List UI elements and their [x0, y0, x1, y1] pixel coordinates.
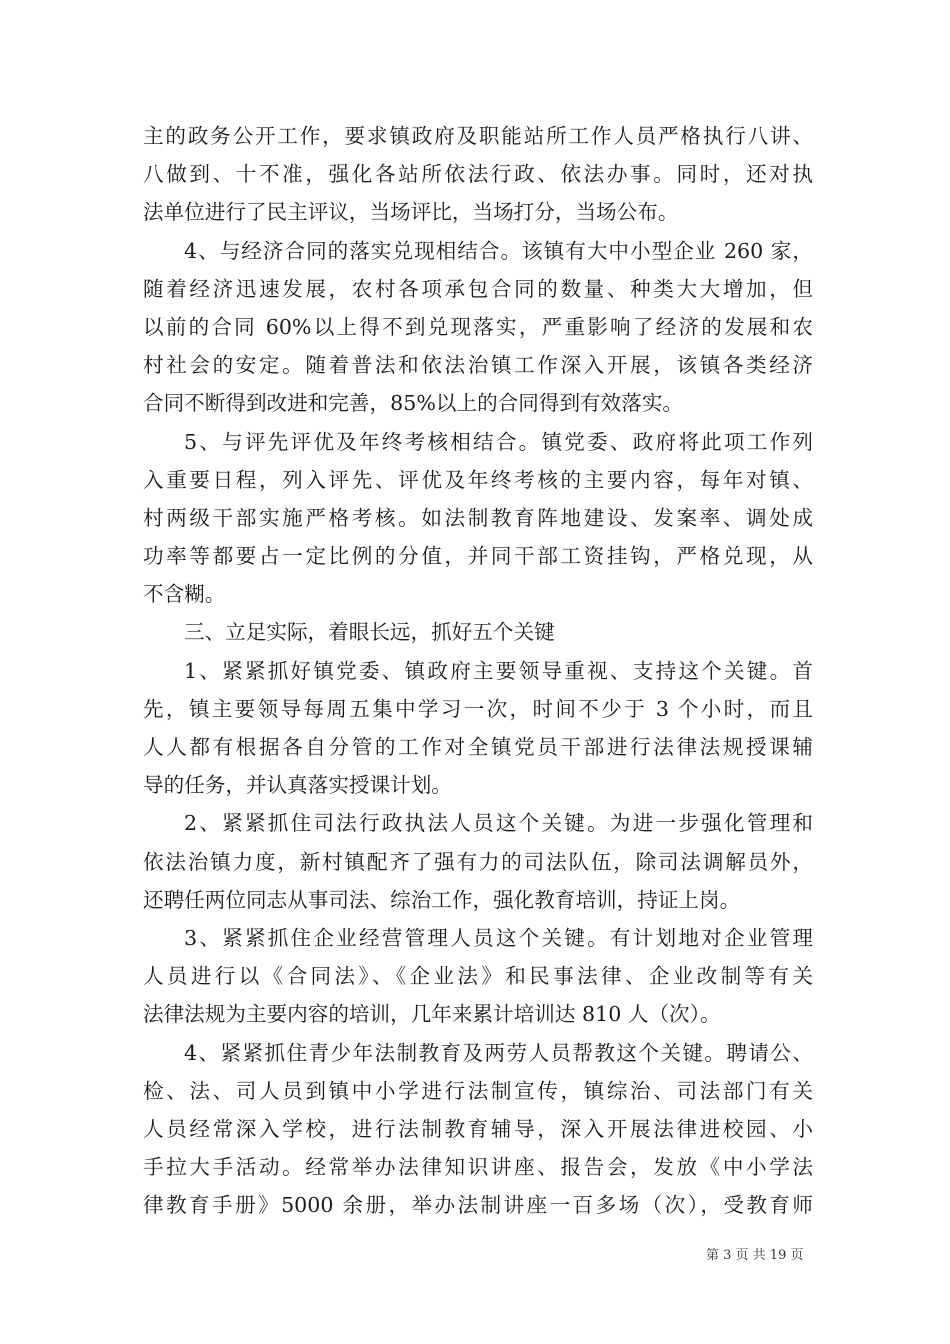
- text-line: 还聘任两位同志从事司法、综治工作，强化教育培训，持证上岗。: [143, 887, 741, 912]
- paragraph: [143, 117, 813, 232]
- text-line: 先，镇主要领导每周五集中学习一次，时间不少于 3 个小时，而且: [143, 696, 813, 721]
- text-line: 入重要日程，列入评先、评优及年终考核的主要内容，每年对镇、: [143, 467, 813, 492]
- document-body: [143, 117, 813, 1224]
- text-line: 人人都有根据各自分管的工作对全镇党员干部进行法律法规授课辅: [143, 735, 813, 759]
- text-line: 法单位进行了民主评议，当场评比，当场打分，当场公布。: [143, 200, 679, 225]
- text-line: 主的政务公开工作，要求镇政府及职能站所工作人员严格执行八讲、: [143, 124, 813, 148]
- text-line: 5、与评先评优及年终考核相结合。镇党委、政府将此项工作列: [184, 429, 813, 454]
- text-line: 4、与经济合同的落实兑现相结合。该镇有大中小型企业 260 家，: [184, 238, 813, 263]
- text-line: 依法治镇力度，新村镇配齐了强有力的司法队伍，除司法调解员外，: [143, 849, 813, 874]
- text-line: 1、紧紧抓好镇党委、镇政府主要领导重视、支持这个关键。首: [184, 658, 813, 683]
- text-line: 4、紧紧抓住青少年法制教育及两劳人员帮教这个关键。聘请公、: [184, 1040, 813, 1065]
- text-line: 2、紧紧抓住司法行政执法人员这个关键。为进一步强化管理和: [184, 811, 813, 836]
- text-line: 随着经济迅速发展，农村各项承包合同的数量、种类大大增加，但: [143, 276, 813, 301]
- text-line: 不含糊。: [143, 582, 226, 607]
- text-line: 人员进行以《合同法》、《企业法》和民事法律、企业改制等有关: [143, 964, 813, 989]
- text-line: 检、法、司人员到镇中小学进行法制宣传，镇综治、司法部门有关: [143, 1078, 813, 1103]
- paragraph: [143, 232, 813, 423]
- text-line: 人员经常深入学校，进行法制教育辅导，深入开展法律进校园、小: [143, 1116, 813, 1141]
- paragraph: [143, 919, 813, 1034]
- text-line: 村社会的安定。随着普法和依法治镇工作深入开展，该镇各类经济: [143, 353, 813, 378]
- text-line: 三、立足实际，着眼长远，抓好五个关键: [184, 620, 555, 645]
- text-line: 以前的合同 60%以上得不到兑现落实，严重影响了经济的发展和农: [143, 314, 813, 339]
- paragraph: [143, 804, 813, 919]
- page-number: 第 3 页 共 19 页: [706, 1248, 804, 1263]
- paragraph: [143, 1034, 813, 1225]
- paragraph: [143, 652, 813, 805]
- section-heading: [143, 613, 813, 651]
- text-line: 村两级干部实施严格考核。如法制教育阵地建设、发案率、调处成: [143, 505, 813, 530]
- text-line: 合同不断得到改进和完善，85%以上的合同得到有效落实。: [143, 391, 684, 416]
- text-line: 3、紧紧抓住企业经营管理人员这个关键。有计划地对企业管理: [184, 925, 813, 950]
- text-line: 导的任务，并认真落实授课计划。: [143, 773, 452, 798]
- text-line: 功率等都要占一定比例的分值，并同干部工资挂钩，严格兑现，从: [143, 544, 813, 569]
- text-line: 律教育手册》5000 余册，举办法制讲座一百多场（次），受教育师: [143, 1193, 813, 1218]
- text-line: 法律法规为主要内容的培训，几年来累计培训达 810 人（次）。: [143, 1002, 721, 1027]
- text-line: 手拉大手活动。经常举办法律知识讲座、报告会，发放《中小学法: [143, 1155, 813, 1180]
- paragraph: [143, 423, 813, 614]
- text-line: 八做到、十不准，强化各站所依法行政、依法办事。同时，还对执: [143, 162, 813, 187]
